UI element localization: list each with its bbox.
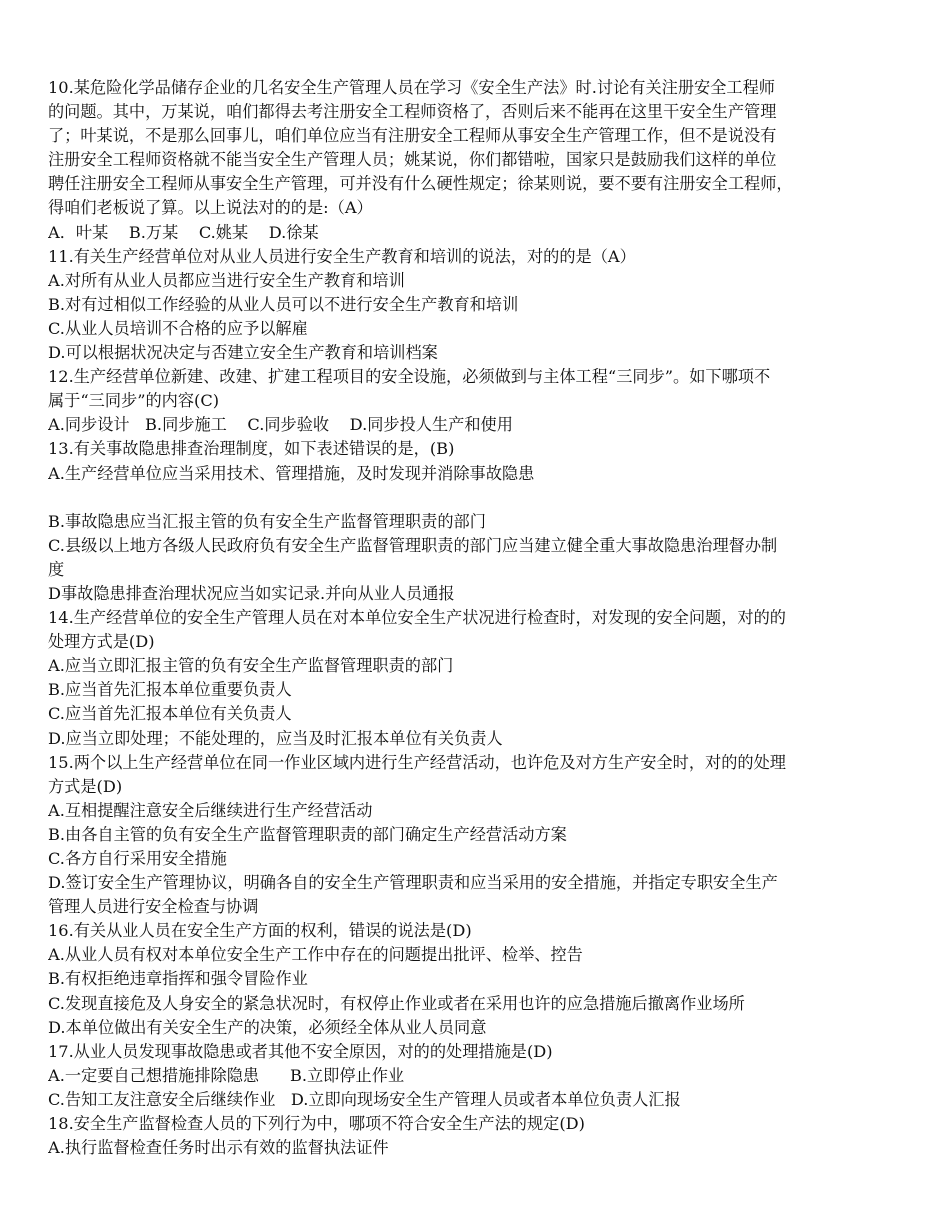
text-line: A.执行监督检查任务时出示有效的监督执法证件 [48, 1138, 389, 1158]
text-line: 得咱们老板说了算。以上说法对的的是:（A） [48, 198, 373, 218]
text-line: A.应当立即汇报主管的负有安全生产监督管理职责的部门 [48, 656, 454, 676]
text-line: C.县级以上地方各级人民政府负有安全生产监督管理职责的部门应当建立健全重大事故隐患治理督办制 [48, 535, 778, 555]
text-line: A.生产经营单位应当采用技术、管理措施，及时发现并消除事故隐患 [48, 463, 535, 483]
text-line: 管理人员进行安全检查与协调 [48, 897, 259, 917]
text-line: 18.安全生产监督检查人员的下列行为中，哪项不符合安全生产法的规定(D) [48, 1114, 585, 1134]
text-line: B.由各自主管的负有安全生产监督管理职责的部门确定生产经营活动方案 [48, 824, 567, 844]
text-line: C.告知工友注意安全后继续作业 D.立即向现场安全生产管理人员或者本单位负责人汇报 [48, 1089, 681, 1109]
text-line: C.各方自行采用安全措施 [48, 849, 227, 868]
text-line: D.可以根据状况决定与否建立安全生产教育和培训档案 [48, 343, 438, 363]
text-line: 13.有关事故隐患排查治理制度，如下表述错误的是，(B) [48, 439, 455, 459]
text-line: C.从业人员培训不合格的应予以解雇 [48, 318, 308, 338]
text-line: A．叶某 B.万某 C.姚某 D.徐某 [48, 222, 319, 242]
text-line: B.事故隐患应当汇报主管的负有安全生产监督管理职责的部门 [48, 511, 486, 531]
text-line: 了；叶某说，不是那么回事儿，咱们单位应当有注册安全工程师从事安全生产管理工作，但不是说没有 [48, 126, 777, 146]
text-line: 方式是(D) [48, 776, 123, 796]
text-line: D事故隐患排查治理状况应当如实记录.并向从业人员通报 [48, 583, 455, 603]
text-line: 注册安全工程师资格就不能当安全生产管理人员；姚某说，你们都错啦，国家只是鼓励我们这样的单位 [48, 150, 777, 170]
text-line: 度 [48, 559, 65, 579]
text-line: 属于“三同步”的内容(C) [48, 391, 220, 411]
text-line: 14.生产经营单位的安全生产管理人员在对本单位安全生产状况进行检查时，对发现的安全问题，对的的 [48, 608, 786, 628]
blank-line [48, 486, 904, 510]
text-line: A.对所有从业人员都应当进行安全生产教育和培训 [48, 270, 405, 290]
text-line: D.本单位做出有关安全生产的决策，必须经全体从业人员同意 [48, 1017, 487, 1037]
text-line: A.一定要自己想措施排除隐患 B.立即停止作业 [48, 1065, 405, 1085]
text-line: B.有权拒绝违章指挥和强令冒险作业 [48, 969, 308, 989]
text-line: 的问题。其中，万某说，咱们都得去考注册安全工程师资格了，否则后来不能再在这里干安全生产管理 [48, 102, 777, 122]
text-line: 17.从业人员发现事故隐患或者其他不安全原因，对的的处理措施是(D) [48, 1041, 553, 1061]
text-line: B.对有过相似工作经验的从业人员可以不进行安全生产教育和培训 [48, 294, 519, 314]
text-line: A.同步设计 B.同步施工 C.同步验收 D.同步投人生产和使用 [48, 415, 513, 435]
text-line: 10.某危险化学品储存企业的几名安全生产管理人员在学习《安全生产法》时.讨论有关注册安全工程师 [48, 78, 775, 97]
text-line: 16.有关从业人员在安全生产方面的权利，错误的说法是(D) [48, 921, 472, 941]
text-line: C.发现直接危及人身安全的紧急状况时，有权停止作业或者在采用也许的应急措施后撤离作业场所 [48, 993, 745, 1013]
text-line: 15.两个以上生产经营单位在同一作业区域内进行生产经营活动，也许危及对方生产安全时，对的的处理 [48, 752, 786, 772]
text-line: 12.生产经营单位新建、改建、扩建工程项目的安全设施，必须做到与主体工程“三同步”。如下哪项不 [48, 367, 771, 387]
text-line: 处理方式是(D) [48, 632, 155, 652]
text-line: D.签订安全生产管理协议，明确各自的安全生产管理职责和应当采用的安全措施，并指定专职安全生产 [48, 873, 778, 893]
text-line: 聘任注册安全工程师从事安全生产管理，可并没有什么硬性规定；徐某则说，要不要有注册安全工程师， [48, 174, 793, 194]
text-line: C.应当首先汇报本单位有关负责人 [48, 704, 292, 724]
text-line: 11.有关生产经营单位对从业人员进行安全生产教育和培训的说法，对的的是（A） [48, 246, 636, 266]
text-line: A.从业人员有权对本单位安全生产工作中存在的问题提出批评、检举、控告 [48, 945, 583, 965]
text-line: D.应当立即处理；不能处理的，应当及时汇报本单位有关负责人 [48, 728, 503, 748]
text-line: B.应当首先汇报本单位重要负责人 [48, 680, 292, 700]
text-line: A.互相提醒注意安全后继续进行生产经营活动 [48, 800, 373, 820]
